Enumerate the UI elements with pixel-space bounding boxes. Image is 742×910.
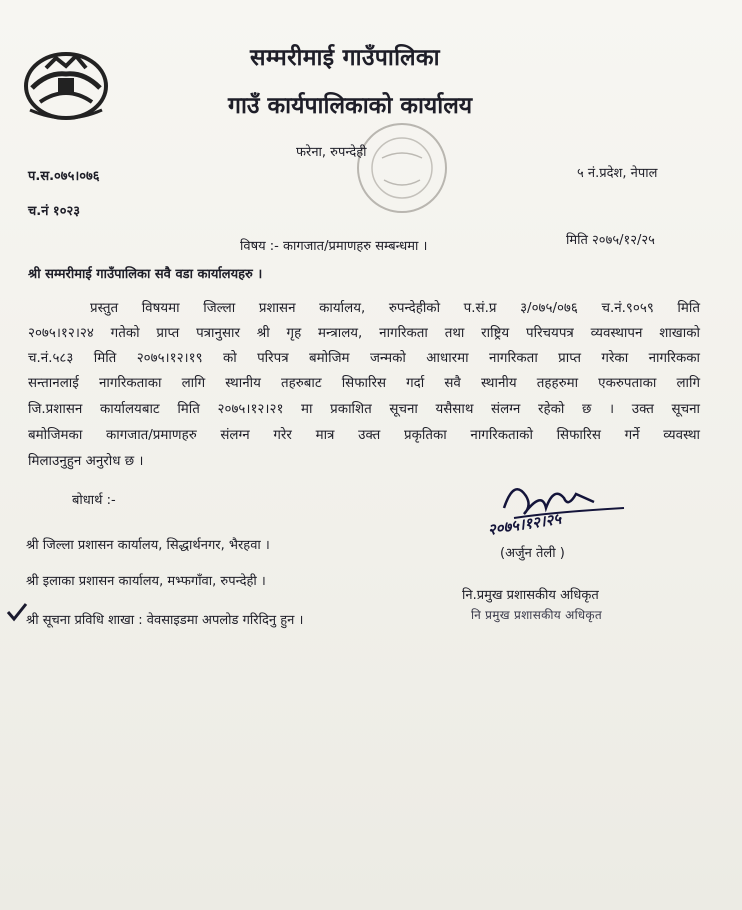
official-stamp-icon — [352, 118, 452, 218]
body-line-2: २०७५।१२।२४ गतेको प्राप्त पत्रानुसार श्री गृह मन्त्रालय, नागरिकता तथा राष्ट्रिय परिचयपत्र व्यवस्थापन शाखाको — [28, 326, 700, 341]
checkmark-icon — [6, 600, 28, 622]
office-address: फरेना, रुपन्देही — [296, 145, 367, 160]
letter-recipient: श्री सम्मरीमाई गाउँपालिका सवै वडा कार्यालयहरु । — [28, 267, 263, 282]
body-line-7: मिलाउनुहुन अनुरोध छ । — [28, 454, 144, 469]
government-emblem-icon — [18, 44, 114, 124]
office-name: सम्मरीमाई गाउँपालिका — [250, 45, 440, 71]
cc-label: बोधार्थ :- — [72, 493, 116, 508]
body-line-1: प्रस्तुत विषयमा जिल्ला प्रशासन कार्यालय, रुपन्देहीको प.सं.प्र ३/०७५/०७६ च.नं.९०५९ मिति — [90, 301, 700, 316]
body-line-3: च.नं.५८३ मिति २०७५।१२।१९ को परिपत्र बमोजिम जन्मको आधारमा नागरिकता प्राप्त गरेका नागरिकका — [28, 351, 700, 366]
province-label: ५ नं.प्रदेश, नेपाल — [577, 166, 658, 181]
signer-stamp-text: नि प्रमुख प्रशासकीय अधिकृत — [471, 608, 603, 622]
letter-date: मिति २०७५/१२/२५ — [566, 233, 655, 248]
signer-name: (अर्जुन तेली ) — [500, 546, 565, 561]
cc-item: श्री जिल्ला प्रशासन कार्यालय, सिद्धार्थनगर, भैरहवा । — [26, 538, 270, 553]
office-subtitle: गाउँ कार्यपालिकाको कार्यालय — [228, 93, 473, 119]
body-line-4: सन्तानलाई नागरिकताका लागि स्थानीय तहरुबाट सिफारिस गर्दा सवै स्थानीय तहहरुमा एकरुपताका लागि — [28, 376, 700, 391]
handwritten-date: २०७५।१२।२५ — [486, 509, 563, 539]
body-line-6: बमोजिमका कागजात/प्रमाणहरु संलग्न गरेर मात्र उक्त प्रकृतिका नागरिकताको सिफारिस गर्ने व्यवस्था — [28, 428, 700, 443]
dispatch-number: च.नं १०२३ — [28, 204, 80, 219]
signer-title: नि.प्रमुख प्रशासकीय अधिकृत — [462, 588, 599, 603]
letter-subject: विषय :- कागजात/प्रमाणहरु सम्बन्धमा । — [240, 239, 428, 254]
cc-item: श्री इलाका प्रशासन कार्यालय, मभ्फगाँवा, रुपन्देही । — [26, 574, 266, 589]
body-line-5: जि.प्रशासन कार्यालयबाट मिति २०७५।१२।२१ मा प्रकाशित सूचना यसैसाथ संलग्न रहेको छ । उक्त सूचना — [28, 402, 700, 417]
reference-number: प.स.०७५।०७६ — [28, 169, 100, 184]
cc-item: श्री सूचना प्रविधि शाखा : वेवसाइडमा अपलोड गरिदिनु हुन । — [26, 613, 304, 628]
